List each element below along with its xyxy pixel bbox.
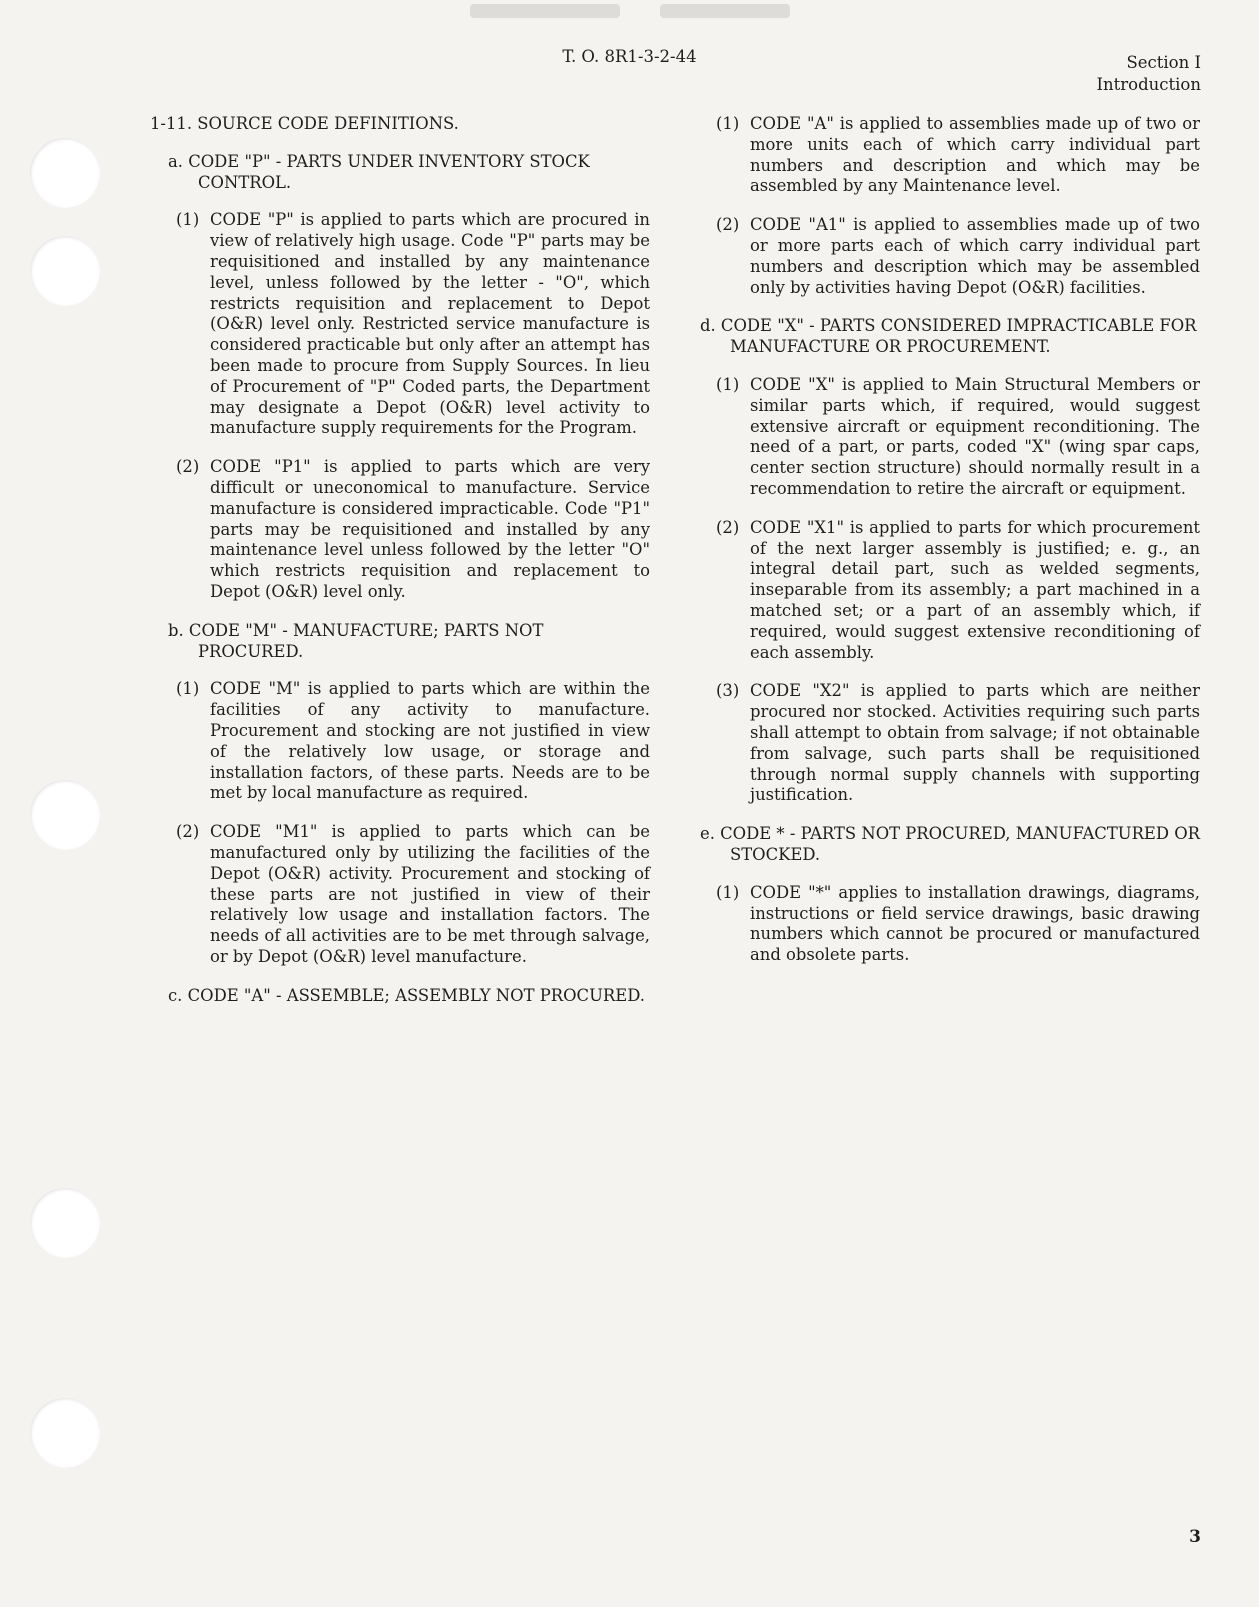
paragraph-number: (1) <box>716 374 740 394</box>
binder-hole <box>30 236 100 306</box>
paragraph-d3 <box>716 681 1200 806</box>
paragraph-number: (3) <box>716 681 740 701</box>
paragraph-number: (2) <box>176 457 200 477</box>
paragraph-number: (1) <box>716 882 740 902</box>
paragraph-number: (1) <box>176 210 200 230</box>
paragraph-text: CODE "M1" is applied to parts which can be manufactured only by utilizing the facilities of the Depot (O&R) activity. Procurement and stocking of these parts are not justified in view of their relatively low usage and installation factors. The needs of all activities are to be met through salvage, or by Depot (O&R) level manufacture. <box>210 822 650 966</box>
paragraph-text: CODE "X2" is applied to parts which are neither procured nor stocked. Activities requiring such parts shall attempt to obtain from salvage; if not obtainable from salvage, such parts shall be requisitioned through normal supply channels with supporting justification. <box>750 681 1200 805</box>
subsection-heading-a: a. CODE "P" - PARTS UNDER INVENTORY STOCK CONTROL. <box>168 151 590 192</box>
binder-hole <box>30 780 100 850</box>
paragraph-a1 <box>176 210 650 439</box>
paragraph-text: CODE "*" applies to installation drawings, diagrams, instructions or field service drawings, basic drawing numbers which cannot be procured or manufactured and obsolete parts. <box>750 882 1200 965</box>
paragraph-c1 <box>716 114 1200 197</box>
paragraph-number: (1) <box>176 679 200 699</box>
paragraph-b1 <box>176 679 650 804</box>
paragraph-c2 <box>716 215 1200 298</box>
paragraph-number: (2) <box>716 215 740 235</box>
paragraph-e1 <box>716 883 1200 966</box>
paragraph-text: CODE "A" is applied to assemblies made up of two or more units each of which carry individual part numbers and description and which may be assembled by any Maintenance level. <box>750 114 1200 196</box>
binder-hole <box>30 1188 100 1258</box>
paragraph-number: (2) <box>176 822 200 842</box>
page-number: 3 <box>1189 1527 1201 1547</box>
paragraph-a2 <box>176 457 650 603</box>
document-number: T. O. 8R1-3-2-44 <box>562 47 697 66</box>
binder-hole <box>30 138 100 208</box>
section-title: Introduction <box>1096 75 1201 94</box>
section-header <box>1097 52 1202 96</box>
subsection-heading-b: b. CODE "M" - MANUFACTURE; PARTS NOT PROCURED. <box>168 620 544 661</box>
scan-smudge <box>660 4 790 18</box>
subsection-heading-e: e. CODE * - PARTS NOT PROCURED, MANUFACTURED OR STOCKED. <box>700 824 1201 864</box>
paragraph-text: CODE "P" is applied to parts which are procured in view of relatively high usage. Code "P" parts may be requisitioned and installed by any maintenance level, unless followed by the letter - "O", which restricts requisition and replacement to Depot (O&R) level only. Restricted service manufacture is considered practicable but only after an attempt has been made to procure from Supply Sources. In lieu of Procurement of "P" Coded parts, the Department may designate a Depot (O&R) level activity to manufacture supply requirements for the Program. <box>210 210 650 438</box>
paragraph-text: CODE "A1" is applied to assemblies made up of two or more parts each of which carry individual part numbers and description which may be assembled only by activities having Depot (O&R) facilities. <box>750 215 1200 297</box>
subsection-heading-c: c. CODE "A" - ASSEMBLE; ASSEMBLY NOT PROCURED. <box>168 985 645 1005</box>
paragraph-d2 <box>716 518 1200 664</box>
paragraph-text: CODE "X" is applied to Main Structural Members or similar parts which, if required, would suggest extensive aircraft or equipment reconditioning. The need of a part, or parts, coded "X" (wing spar caps, center section structure) should normally result in a recommendation to retire the aircraft or equipment. <box>750 374 1200 498</box>
binder-hole <box>30 1398 100 1468</box>
paragraph-b2 <box>176 822 650 968</box>
paragraph-text: CODE "X1" is applied to parts for which procurement of the next larger assembly is justified; e. g., an integral detail part, such as welded segments, inseparable from its assembly; a part machined in a matched set; or a part of an assembly which, if required, would suggest extensive reconditioning of each assembly. <box>750 517 1200 662</box>
paragraph-number: (1) <box>716 114 740 133</box>
paragraph-text: CODE "M" is applied to parts which are within the facilities of any activity to manufacture. Procurement and stocking are not justified in view of the relatively low usage, or storage and installation factors, of these parts. Needs are to be met by local manufacture as required. <box>210 679 650 803</box>
left-column <box>150 114 650 1023</box>
paragraph-number: (2) <box>716 517 740 537</box>
right-column <box>700 114 1201 984</box>
paragraph-text: CODE "P1" is applied to parts which are very difficult or uneconomical to manufacture. Service manufacture is considered impracticable. Code "P1" parts may be requisitioned and installed by any maintenance level unless followed by the letter "O" which restricts requisition and replacement to Depot (O&R) level only. <box>210 457 650 601</box>
paragraph-d1 <box>716 375 1200 500</box>
section-label: Section I <box>1126 53 1201 72</box>
scan-smudge <box>470 4 620 18</box>
subsection-heading-d: d. CODE "X" - PARTS CONSIDERED IMPRACTICABLE FOR MANUFACTURE OR PROCUREMENT. <box>700 316 1197 357</box>
section-heading: 1-11. SOURCE CODE DEFINITIONS. <box>150 114 459 133</box>
